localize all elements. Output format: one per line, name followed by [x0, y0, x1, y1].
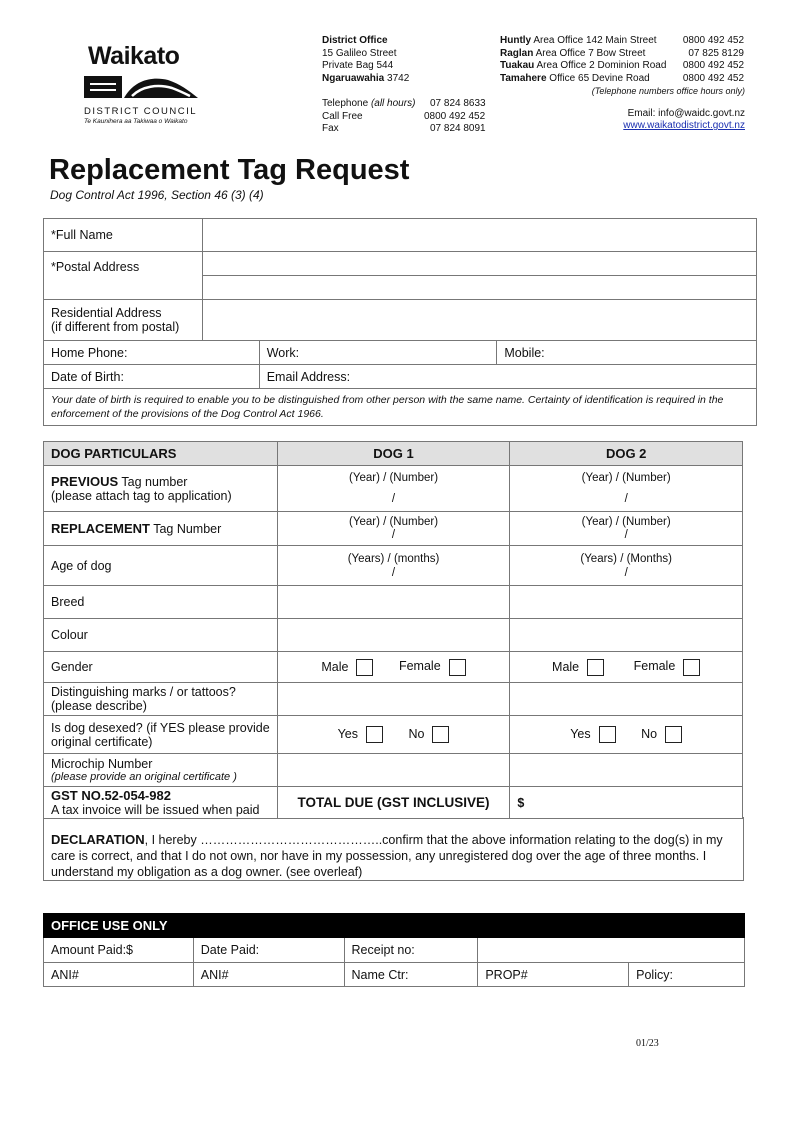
previous-rest: Tag number [118, 475, 188, 489]
dog2-yes-checkbox[interactable] [599, 726, 616, 743]
fax-line [322, 123, 492, 136]
male-label: Male [321, 659, 349, 674]
callfree-line [322, 111, 492, 124]
telephone-label: Telephone [322, 98, 369, 109]
slash: / [391, 566, 396, 579]
dog2-male-checkbox[interactable] [587, 659, 604, 676]
dog1-age[interactable] [277, 546, 510, 586]
desexed-label-1: Is dog desexed? (if YES please provide [51, 720, 270, 735]
area-offices [500, 35, 745, 133]
fax-number: 07 824 8091 [430, 123, 486, 134]
telephone-note: (all hours) [370, 98, 416, 109]
area-office-desc: Office 65 Devine Road [549, 72, 650, 84]
telephone-line [322, 98, 492, 111]
microchip-label [44, 754, 278, 787]
years-months-hint: (Years) / (months) [347, 552, 440, 565]
dog1-desexed [277, 716, 510, 754]
area-office-row [500, 48, 745, 61]
dog2-header: DOG 2 [510, 442, 743, 466]
dog2-female-checkbox[interactable] [683, 659, 700, 676]
mobile-phone-field[interactable]: Mobile: [497, 341, 757, 365]
year-number-hint: (Year) / (Number) [349, 515, 439, 528]
previous-note: (please attach tag to application) [51, 489, 232, 503]
area-office-phone: 0800 492 452 [682, 60, 744, 71]
desexed-label [44, 716, 278, 754]
dog1-yes-checkbox[interactable] [366, 726, 383, 743]
area-office-row [500, 73, 745, 86]
area-office-phone: 0800 492 452 [682, 72, 744, 84]
logo-motto: Te Kaunihera aa Takiwaa o Waikato [84, 118, 188, 125]
declaration-box [43, 817, 744, 881]
area-office-town: Tuakau [500, 60, 535, 71]
declaration-bold: DECLARATION [51, 832, 145, 847]
dog1-no-checkbox[interactable] [432, 726, 449, 743]
office-use-table [43, 913, 745, 987]
dog1-previous-tag[interactable] [277, 466, 510, 512]
dog2-replacement-tag[interactable] [510, 512, 743, 546]
policy-field[interactable]: Policy: [629, 963, 745, 987]
district-office-town-line [322, 73, 492, 86]
male-label: Male [552, 659, 580, 674]
postal-address-label: *Postal Address [44, 252, 203, 300]
district-office-postcode: 3742 [387, 72, 410, 84]
receipt-no-input[interactable] [478, 938, 745, 963]
full-name-input[interactable] [202, 219, 756, 252]
email-address-field[interactable]: Email Address: [259, 365, 756, 389]
postal-address-input-2[interactable] [202, 276, 756, 300]
dog1-gender [277, 652, 510, 683]
dog2-colour[interactable] [510, 619, 743, 652]
residential-address-label-2: (if different from postal) [51, 320, 180, 334]
logo-wave-icon [82, 74, 202, 104]
telephone-number: 07 824 8633 [430, 98, 486, 109]
ani-field-2[interactable]: ANI# [193, 963, 344, 987]
microchip-label-2: (please provide an original certificate ) [51, 771, 237, 783]
slash: / [624, 528, 628, 541]
area-office-phone: 0800 492 452 [682, 35, 744, 46]
dog2-previous-tag[interactable] [510, 466, 743, 512]
prop-field[interactable]: PROP# [478, 963, 629, 987]
area-office-row [500, 35, 745, 48]
dog1-replacement-tag[interactable] [277, 512, 510, 546]
marks-label-1: Distinguishing marks / or tattoos? [51, 685, 236, 699]
area-office-desc: Area Office 142 Main Street [533, 35, 657, 46]
date-paid-field[interactable]: Date Paid: [193, 938, 344, 963]
slash: / [624, 566, 628, 579]
breed-label: Breed [44, 586, 278, 619]
no-label: No [641, 726, 658, 741]
microchip-label-1: Microchip Number [51, 757, 153, 771]
area-office-phone: 07 825 8129 [688, 47, 744, 59]
ani-field-1[interactable]: ANI# [44, 963, 194, 987]
district-office-town: Ngaruawahia [322, 72, 385, 84]
area-office-row [500, 60, 745, 73]
replacement-tag-label [44, 512, 278, 546]
dog2-age[interactable] [510, 546, 743, 586]
area-office-town: Raglan [500, 47, 534, 59]
logo-council: DISTRICT COUNCIL [84, 106, 198, 117]
dog-particulars-table [43, 441, 743, 819]
form-version: 01/23 [636, 1038, 659, 1049]
marks-label-2: (please describe) [51, 699, 147, 713]
slash: / [391, 528, 396, 541]
receipt-no-field[interactable]: Receipt no: [344, 938, 478, 963]
name-ctr-field[interactable]: Name Ctr: [344, 963, 478, 987]
district-office-line1: 15 Galileo Street [322, 47, 397, 59]
female-label: Female [398, 659, 441, 674]
replacement-rest: Tag Number [149, 522, 222, 536]
years-months-hint: (Years) / (Months) [580, 552, 672, 565]
previous-bold: PREVIOUS [51, 474, 119, 489]
dog1-header: DOG 1 [277, 442, 510, 466]
email-line: Email: info@waidc.govt.nz [627, 107, 745, 119]
area-office-town: Tamahere [500, 72, 547, 84]
residential-address-input[interactable] [202, 300, 756, 341]
work-phone-field[interactable]: Work: [259, 341, 497, 365]
slash: / [624, 493, 628, 505]
dob-field[interactable]: Date of Birth: [44, 365, 260, 389]
district-office [322, 35, 492, 136]
area-office-town: Huntly [500, 35, 532, 46]
yes-label: Yes [337, 726, 358, 741]
callfree-label: Call Free [322, 110, 363, 122]
dog2-desexed [510, 716, 743, 754]
area-office-desc: Area Office 7 Bow Street [535, 47, 646, 59]
dog2-marks[interactable] [510, 683, 743, 716]
page-title: Replacement Tag Request [49, 154, 410, 186]
previous-tag-label [44, 466, 278, 512]
dog1-marks[interactable] [277, 683, 510, 716]
gst-number: GST NO.52-054-982 [51, 788, 171, 803]
year-number-hint: (Year) / (Number) [581, 472, 671, 484]
gst-note: A tax invoice will be issued when paid [51, 803, 260, 817]
yes-label: Yes [570, 726, 591, 741]
district-office-title: District Office [322, 35, 388, 46]
slash: / [391, 493, 396, 505]
area-office-desc: Area Office 2 Dominion Road [536, 60, 667, 71]
home-phone-field[interactable]: Home Phone: [44, 341, 260, 365]
page-subtitle: Dog Control Act 1996, Section 46 (3) (4) [50, 188, 264, 202]
dog2-gender [510, 652, 743, 683]
colour-label: Colour [44, 619, 278, 652]
declaration-text: , I hereby ……………………………………..confirm that the above information relating to the dog(s) in my care is correct, and that I do not own, nor have in my possession, any unregistered dog over the age of three months. I understand my obligation as a dog owner. (see overleaf) [51, 833, 723, 879]
website-link[interactable]: www.waikatodistrict.govt.nz [623, 120, 745, 131]
replacement-bold: REPLACEMENT [51, 521, 150, 536]
year-number-hint: (Year) / (Number) [349, 472, 439, 484]
dog1-female-checkbox[interactable] [449, 659, 466, 676]
year-number-hint: (Year) / (Number) [581, 515, 671, 528]
office-use-header: OFFICE USE ONLY [44, 914, 745, 938]
district-office-line2: Private Bag 544 [322, 60, 394, 71]
dog1-colour[interactable] [277, 619, 510, 652]
gender-label: Gender [44, 652, 278, 683]
age-label: Age of dog [44, 546, 278, 586]
marks-label [44, 683, 278, 716]
postal-address-input[interactable] [202, 252, 756, 276]
dog1-breed[interactable] [277, 586, 510, 619]
council-logo [68, 34, 216, 126]
total-due-label: TOTAL DUE (GST INCLUSIVE) [277, 787, 510, 819]
dog1-microchip[interactable] [277, 754, 510, 787]
dog1-male-checkbox[interactable] [356, 659, 373, 676]
owner-details-table [43, 218, 757, 426]
gst-cell [44, 787, 278, 819]
dog2-no-checkbox[interactable] [665, 726, 682, 743]
full-name-label: *Full Name [44, 219, 203, 252]
callfree-number: 0800 492 452 [424, 110, 486, 122]
residential-address-label-1: Residential Address [51, 306, 162, 320]
dog2-microchip[interactable] [510, 754, 743, 787]
dog2-breed[interactable] [510, 586, 743, 619]
female-label: Female [633, 659, 676, 674]
phone-note: (Telephone numbers office hours only) [591, 86, 745, 96]
dob-note: Your date of birth is required to enable you to be distinguished from other person with the same name. Certainty of identification is required in the enforcement of the provisions of the Dog Control Act 1966. [44, 389, 757, 426]
residential-address-label [44, 300, 203, 341]
amount-paid-field[interactable]: Amount Paid:$ [44, 938, 194, 963]
no-label: No [408, 726, 425, 741]
desexed-label-2: original certificate) [51, 734, 153, 749]
dog-particulars-header: DOG PARTICULARS [44, 442, 278, 466]
total-due-amount[interactable]: $ [510, 787, 743, 819]
fax-label: Fax [322, 123, 339, 134]
logo-name: Waikato [88, 42, 180, 70]
